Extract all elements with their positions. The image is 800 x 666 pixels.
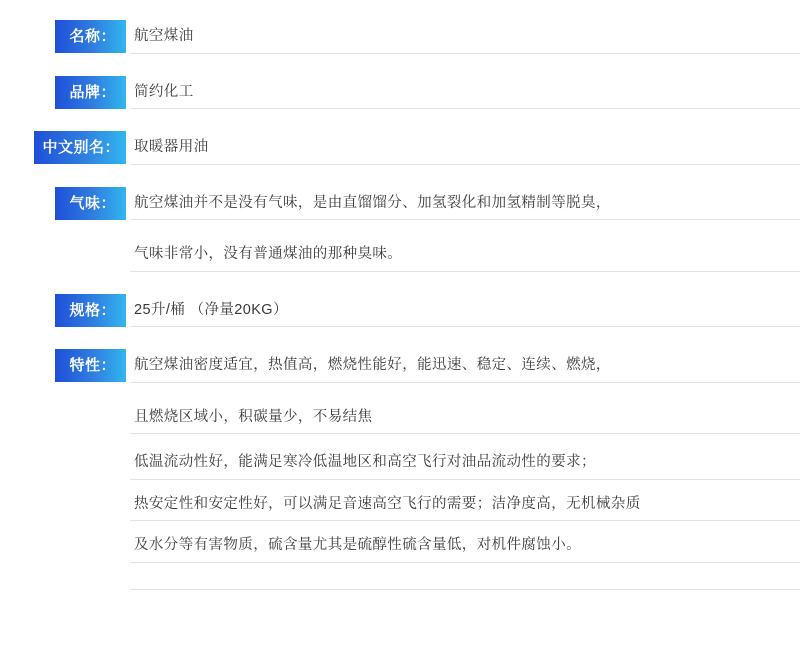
line-gap	[130, 480, 800, 488]
spec-value-brand-1: 简约化工	[130, 76, 800, 110]
spec-value-odor-1: 航空煤油并不是没有气味，是由直馏馏分、加氢裂化和加氢精制等脱臭，	[130, 187, 800, 221]
spec-label-spec: 规格：	[55, 294, 126, 327]
spec-label-alias: 中文别名：	[34, 131, 126, 164]
row-spacer-1	[0, 54, 800, 76]
spec-row-features	[0, 349, 800, 563]
spec-value-alias-1: 取暖器用油	[130, 131, 800, 165]
spec-label-brand: 品牌：	[55, 76, 126, 109]
spec-value-features-2: 且燃烧区域小，积碳量少，不易结焦	[130, 401, 800, 435]
spec-label-name: 名称：	[55, 20, 126, 53]
spec-value-cell	[126, 131, 800, 165]
spec-value-features-3: 低温流动性好，能满足寒冷低温地区和高空飞行对油品流动性的要求；	[130, 446, 800, 480]
spec-label-odor: 气味：	[55, 187, 126, 220]
spec-row-odor	[0, 187, 800, 272]
bottom-spacer	[0, 563, 800, 589]
spec-value-spec-1: 25升/桶 （净量20KG）	[130, 294, 800, 328]
row-spacer-2	[0, 109, 800, 131]
spec-row-spec	[0, 294, 800, 328]
row-spacer-4	[0, 272, 800, 294]
spec-label-features: 特性：	[55, 349, 126, 382]
spec-value-cell	[126, 349, 800, 563]
spec-row-alias	[0, 131, 800, 165]
spec-value-cell	[126, 76, 800, 110]
spec-value-features-4: 热安定性和安定性好，可以满足音速高空飞行的需要；洁净度高，无机械杂质	[130, 488, 800, 522]
spec-row-name	[0, 20, 800, 54]
line-gap	[130, 220, 800, 238]
spec-label-cell	[0, 187, 126, 220]
bottom-divider	[130, 589, 800, 590]
spec-value-cell	[126, 20, 800, 54]
spec-row-brand	[0, 76, 800, 110]
spec-label-cell	[0, 294, 126, 327]
spec-label-cell	[0, 131, 126, 164]
spec-label-cell	[0, 349, 126, 382]
line-gap	[130, 521, 800, 529]
spec-value-features-5: 及水分等有害物质，硫含量尤其是硫醇性硫含量低，对机件腐蚀小。	[130, 529, 800, 563]
line-gap	[130, 383, 800, 401]
row-spacer-5	[0, 327, 800, 349]
spec-value-cell	[126, 187, 800, 272]
line-gap	[130, 434, 800, 446]
spec-value-odor-2: 气味非常小，没有普通煤油的那种臭味。	[130, 238, 800, 272]
spec-value-name-1: 航空煤油	[130, 20, 800, 54]
top-spacer	[0, 0, 800, 20]
spec-label-cell	[0, 76, 126, 109]
spec-value-cell	[126, 294, 800, 328]
spec-value-features-1: 航空煤油密度适宜，热值高，燃烧性能好，能迅速、稳定、连续、燃烧，	[130, 349, 800, 383]
spec-label-cell	[0, 20, 126, 53]
row-spacer-3	[0, 165, 800, 187]
